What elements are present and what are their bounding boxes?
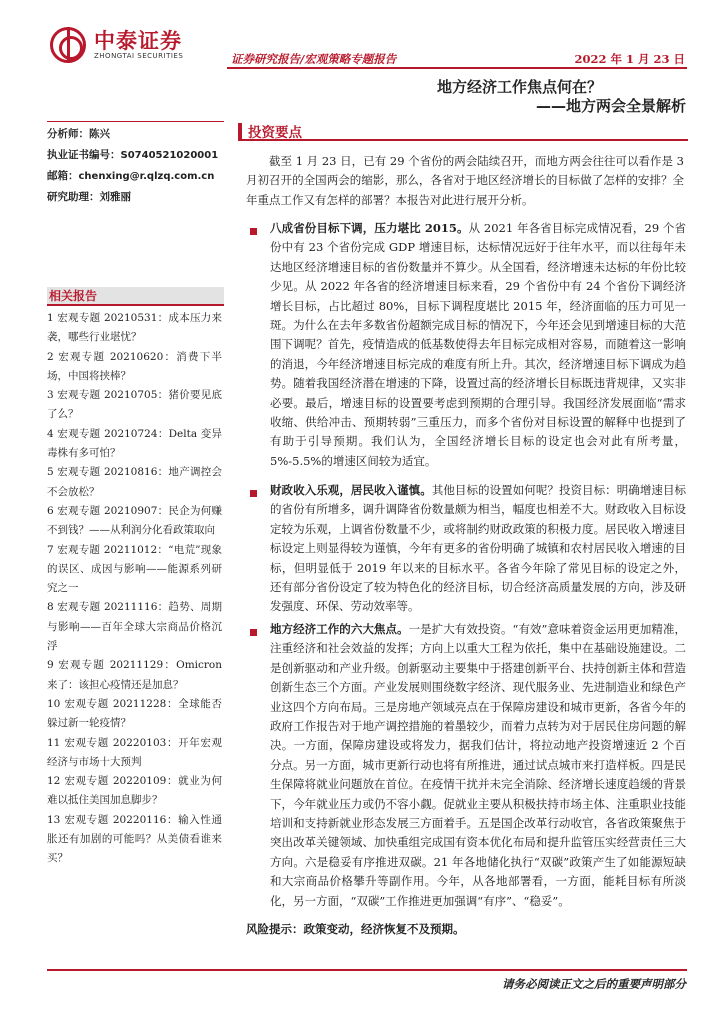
logo-emblem-icon [50,27,86,63]
related-report-item[interactable]: 7 宏观专题 20211012：“电荒”现象的误区、成因与影响——能源系列研究之一 [47,543,222,595]
report-subtitle: ——地方两会全景解析 [535,97,686,115]
related-report-item[interactable]: 6 宏观专题 20210907：民企为何赚不到钱？——从利润分化看政策取向 [47,504,222,537]
analyst-row: 分析师：陈兴 [47,128,110,140]
related-report-item[interactable]: 3 宏观专题 20210705：猪价要见底了么？ [47,389,222,421]
analyst-info [47,124,222,208]
related-report-item[interactable]: 4 宏观专题 20210724：Delta 变异毒株有多可怕？ [47,427,222,460]
email-link[interactable]: chenxing@r.qlzq.com.cn [78,171,215,182]
point-lead: 财政收入乐观，居民收入谨慎。 [270,483,432,497]
risk-warning: 风险提示：政策变动，经济恢复不及预期。 [246,922,465,936]
related-reports-list [47,309,222,869]
cert-number: S0740521020001 [120,150,219,161]
footer-divider [47,969,687,971]
analyst-name: 陈兴 [89,128,110,140]
report-topbar [227,51,687,69]
report-date: 2022 年 1 月 23 日 [574,52,685,66]
related-report-item[interactable]: 10 宏观专题 20211228：全球能否躲过新一轮疫情？ [47,697,222,730]
cert-row: 执业证书编号：S0740521020001 [47,149,219,161]
brand-name-cn: 中泰证券 [94,29,182,53]
intro-paragraph: 截至 1 月 23 日，已有 29 个省份的两会陆续召开，而地方两会往往可以看作是 3 月初召开的全国两会的缩影，那么，各省对于地区经济增长的目标做了怎样的安排？全年重点工作又有怎样的部署？本报告对此进行展开分析。 [246,154,684,207]
bullet-square-icon [250,490,257,497]
related-report-item[interactable]: 8 宏观专题 20211116：趋势、周期与影响——百年全球大宗商品价格沉浮 [47,601,222,653]
related-reports-title: 相关报告 [47,287,224,306]
summary-header [238,121,688,141]
summary-title: 投资要点 [248,125,302,141]
related-report-item[interactable]: 9 宏观专题 20211129：Omicron 来了：该担心疫情还是加息？ [47,659,222,691]
report-category: 证券研究报告/宏观策略专题报告 [231,52,397,66]
related-report-item[interactable]: 2 宏观专题 20210620：消费下半场，中国将挟棒？ [47,350,222,382]
related-report-item[interactable]: 1 宏观专题 20210531：成本压力来袭，哪些行业堪忧？ [47,312,222,344]
assistant-row: 研究助理：刘雅丽 [47,191,131,203]
section-marker [238,123,242,140]
assistant-name: 刘雅丽 [99,191,131,203]
point-fiscal-income: 财政收入乐观，居民收入谨慎。其他目标的设置如何呢？投资目标：明确增速目标的省份有所增多，调升调降省份数量颇为相当，幅度也相差不大。财政收入目标设定较为乐观，上调省份数量不少，或将制约财政政策的积极力度。居民收入增速目标设定上则显得较为谨慎，今年有更多的省份明确了城镇和农村居民收入增速的目标，但明显低于 2019 年以来的目标水平。各省今年除了常见目标的设定之外，还有部分省份设定了较为特色化的经济目标，切合经济高质量发展的方向，涉及研发强度、环保、劳动效率等。 [270,483,687,614]
left-divider [47,121,224,122]
point-lead: 地方经济工作的六大焦点。 [270,622,409,636]
report-title: 地方经济工作焦点何在？ [436,78,602,96]
brand-name-en: ZHONGTAI SECURITIES [94,52,184,60]
point-growth-targets: 八成省份目标下调，压力堪比 2015。从 2021 年各省目标完成情况看，29 个省份中有 23 个省份完成 GDP 增速目标，达标情况远好于往年水平，而以往每年未达地区经济增速目标的省份数量并不算少。从全国看，经济增速未达标的年份比较少见。从 2022 年各省的经济增速目标来看，29 个省份中有 24 个省份下调经济增长目标，占比超过 80%，目标下调程度堪比 2015 年，经济面临的压力可见一斑。为什么在去年多数省份超额完成目标的情况下，今年还会见到增速目标的大范围下调呢？首先，疫情造成的低基数使得去年目标完成相对容易，而随着这一影响的消退，今年经济增速目标完成的难度有所上升。其次，经济增速目标下调成为趋势。随着我国经济潜在增速的下降，设置过高的经济增长目标既违背规律，又实非必要。最后，增速目标的设置要考虑到预期的合理引导。我国经济发展面临“需求收缩、供给冲击、预期转弱”三重压力，而多个省份对目标设置的解释中也提到了有助于引导预期。我们认为，全国经济增长目标的设定也会对此有所考量，5%-5.5%的增速区间较为适宜。 [270,221,686,468]
company-logo [50,27,183,63]
email-row: 邮箱：chenxing@r.qlzq.com.cn [47,170,215,182]
related-report-item[interactable]: 12 宏观专题 20220109：就业为何难以抵住美国加息脚步？ [47,775,222,807]
point-lead: 八成省份目标下调，压力堪比 2015。 [270,221,469,235]
related-report-item[interactable]: 13 宏观专题 20220116：输入性通胀还有加剧的可能吗？从美债看谁来买？ [47,813,222,865]
footer-disclaimer: 请务必阅读正文之后的重要声明部分 [502,977,686,991]
bullet-square-icon [250,629,257,636]
point-six-focuses: 地方经济工作的六大焦点。一是扩大有效投资。“有效”意味着资金运用更加精准，注重经济和社会效益的发挥；方向上以重大工程为依托，集中在基础设施建设。二是创新驱动和产业升级。创新驱动主要集中于搭建创新平台、扶持创新主体和营造创新生态三个方面。产业发展则围绕数字经济、现代服务业、先进制造业和绿色产业这四个方向布局。三是房地产领域亮点在于保障房建设和城市更新，各省今年的政府工作报告对于地产调控措施的着墨较少，而着力点转为对于居民住房问题的解决。一方面，保障房建设或将发力，据我们估计，将拉动地产投资增速近 2 个百分点。另一方面，城市更新行动也将有所推进，通过试点城市来打造样板。四是民生保障将就业问题放在首位。在疫情干扰并未完全消除、经济增长速度趋缓的背景下，今年就业压力或仍不容小觑。促就业主要从积极扶持市场主体、注重职业技能培训和支持新就业形态发展三方面着手。五是国企改革行动收官，各省政策聚焦于突出改革关键领域、加快重组完成国有资本优化布局和提升监管压实经营责任三大方向。六是稳妥有序推进双碳。21 年各地储化执行“双碳”政策产生了如能源短缺和大宗商品价格攀升等副作用。今年，从各地部署看，一方面，能耗目标有所淡化，另一方面，“双碳”工作推进更加强调“有序”、“稳妥”。 [270,622,686,908]
related-report-item[interactable]: 11 宏观专题 20220103：开年宏观经济与市场十大预判 [47,736,222,768]
bullet-square-icon [250,228,257,235]
related-report-item[interactable]: 5 宏观专题 20210816：地产调控会不会放松？ [47,466,222,498]
